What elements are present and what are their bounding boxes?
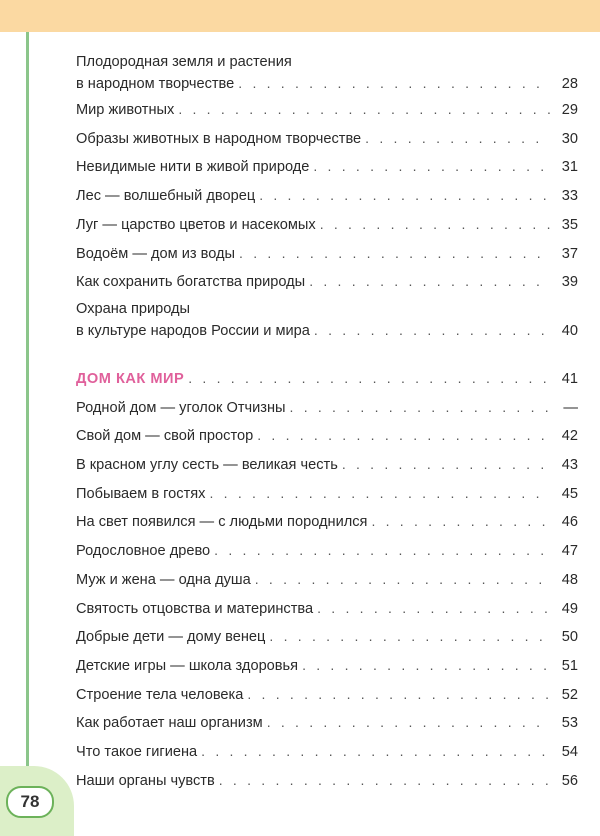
toc-entry-title: Наши органы чувств bbox=[76, 772, 215, 789]
toc-entry-page: 56 bbox=[561, 772, 578, 789]
toc-entry-page: 40 bbox=[561, 322, 578, 339]
toc-entry-title: Как работает наш организм bbox=[76, 715, 263, 732]
toc-entry-title: Добрые дети — дому венец bbox=[76, 629, 266, 646]
toc-entry-page: 50 bbox=[561, 629, 578, 646]
leader-dots bbox=[219, 767, 550, 795]
toc-entry[interactable] bbox=[76, 681, 578, 710]
toc-entry-page: 52 bbox=[561, 686, 578, 703]
toc-entry[interactable] bbox=[76, 96, 578, 125]
toc-entry-title: Водоём — дом из воды bbox=[76, 245, 236, 262]
toc-entry-page: 28 bbox=[561, 76, 578, 92]
leader-dots bbox=[255, 566, 550, 594]
toc-entry-title: Невидимые нити в живой природе bbox=[76, 159, 310, 176]
leader-dots bbox=[214, 537, 550, 565]
toc-entry-page: 35 bbox=[561, 216, 578, 233]
toc-entry[interactable] bbox=[76, 394, 578, 423]
leader-dots bbox=[239, 240, 550, 268]
toc-entry-title-line1: Охрана природы bbox=[76, 300, 191, 317]
toc-entry[interactable] bbox=[76, 623, 578, 652]
leader-dots bbox=[317, 595, 550, 623]
toc-entry-page: 47 bbox=[561, 543, 578, 560]
toc-entry[interactable] bbox=[76, 451, 578, 480]
toc-entry-title: Родословное древо bbox=[76, 543, 211, 560]
leader-dots bbox=[269, 623, 550, 651]
toc-entry-title: Что такое гигиена bbox=[76, 744, 198, 761]
toc-entry-title: Побываем в гостях bbox=[76, 485, 206, 502]
leader-dots bbox=[302, 652, 550, 680]
toc-entry[interactable] bbox=[76, 301, 578, 343]
section-title: ДОМ КАК МИР bbox=[76, 370, 185, 387]
section-page: 41 bbox=[561, 370, 578, 387]
toc-entry[interactable] bbox=[76, 125, 578, 154]
toc-entry-title: Образы животных в народном творчестве bbox=[76, 130, 362, 147]
toc-entry-page: 39 bbox=[561, 274, 578, 291]
toc-entry-page: 51 bbox=[561, 657, 578, 674]
toc-entry-page: — bbox=[563, 399, 578, 416]
toc-entry-page: 49 bbox=[561, 600, 578, 617]
toc-entry[interactable] bbox=[76, 422, 578, 451]
toc-entry[interactable] bbox=[76, 595, 578, 624]
toc-entry-title: На свет появился — с людьми породнился bbox=[76, 514, 368, 531]
toc-entry[interactable] bbox=[76, 153, 578, 182]
toc-entry-title: в культуре народов России и мира bbox=[76, 322, 310, 339]
toc-entry-page: 31 bbox=[561, 159, 578, 176]
toc-section-heading[interactable] bbox=[76, 365, 578, 394]
toc-entry-page: 48 bbox=[561, 571, 578, 588]
toc-entry-page: 42 bbox=[561, 428, 578, 445]
toc-entry-page: 45 bbox=[561, 485, 578, 502]
leader-dots bbox=[320, 211, 550, 239]
leader-dots bbox=[201, 738, 550, 766]
toc-entry-page: 37 bbox=[561, 245, 578, 262]
section-gap bbox=[76, 343, 578, 365]
leader-dots bbox=[290, 394, 550, 422]
toc-entry-title: Луг — царство цветов и насекомых bbox=[76, 216, 316, 233]
toc-entry-title: Муж и жена — одна душа bbox=[76, 571, 251, 588]
toc-entry-title: Родной дом — уголок Отчизны bbox=[76, 399, 286, 416]
toc-entry[interactable] bbox=[76, 566, 578, 595]
leader-dots bbox=[314, 318, 550, 342]
toc-entry-title: В красном углу сесть — великая честь bbox=[76, 457, 338, 474]
toc-entry[interactable] bbox=[76, 182, 578, 211]
table-of-contents bbox=[76, 50, 578, 795]
toc-entry-page: 54 bbox=[561, 744, 578, 761]
leader-dots bbox=[259, 182, 550, 210]
toc-entry-page: 33 bbox=[561, 188, 578, 205]
toc-entry-page: 53 bbox=[561, 715, 578, 732]
toc-entry[interactable] bbox=[76, 767, 578, 796]
leader-dots bbox=[178, 96, 550, 124]
toc-entry-title: Лес — волшебный дворец bbox=[76, 188, 256, 205]
leader-dots bbox=[371, 508, 550, 536]
leader-dots bbox=[238, 71, 550, 95]
toc-entry[interactable] bbox=[76, 508, 578, 537]
leader-dots bbox=[313, 153, 550, 181]
top-color-band bbox=[0, 0, 600, 32]
toc-entry-page: 43 bbox=[561, 457, 578, 474]
leader-dots bbox=[257, 422, 550, 450]
toc-entry-title: Свой дом — свой простор bbox=[76, 428, 254, 445]
toc-entry-title: Святость отцовства и материнства bbox=[76, 600, 314, 617]
toc-entry-page: 46 bbox=[561, 514, 578, 531]
leader-dots bbox=[247, 681, 550, 709]
leader-dots bbox=[342, 451, 550, 479]
toc-entry-title: Как сохранить богатства природы bbox=[76, 274, 306, 291]
toc-entry-title-line1: Плодородная земля и растения bbox=[76, 54, 292, 70]
toc-entry-title: в народном творчестве bbox=[76, 76, 235, 92]
leader-dots bbox=[188, 365, 550, 393]
toc-entry-page: 29 bbox=[561, 102, 578, 118]
leader-dots bbox=[309, 268, 550, 296]
page-number-badge: 78 bbox=[6, 786, 54, 818]
leader-dots bbox=[365, 125, 550, 153]
toc-entry[interactable] bbox=[76, 537, 578, 566]
leader-dots bbox=[209, 480, 550, 508]
toc-entry[interactable] bbox=[76, 54, 578, 96]
toc-entry[interactable] bbox=[76, 652, 578, 681]
toc-entry[interactable] bbox=[76, 240, 578, 269]
toc-entry[interactable] bbox=[76, 211, 578, 240]
toc-entry[interactable] bbox=[76, 480, 578, 509]
toc-entry-page: 30 bbox=[561, 130, 578, 147]
toc-entry-title: Детские игры — школа здоровья bbox=[76, 657, 299, 674]
toc-entry[interactable] bbox=[76, 738, 578, 767]
toc-entry-title: Мир животных bbox=[76, 102, 175, 118]
left-margin-rule bbox=[26, 32, 29, 780]
toc-entry-title: Строение тела человека bbox=[76, 686, 244, 703]
leader-dots bbox=[267, 709, 550, 737]
toc-entry[interactable] bbox=[76, 709, 578, 738]
toc-entry[interactable] bbox=[76, 268, 578, 297]
